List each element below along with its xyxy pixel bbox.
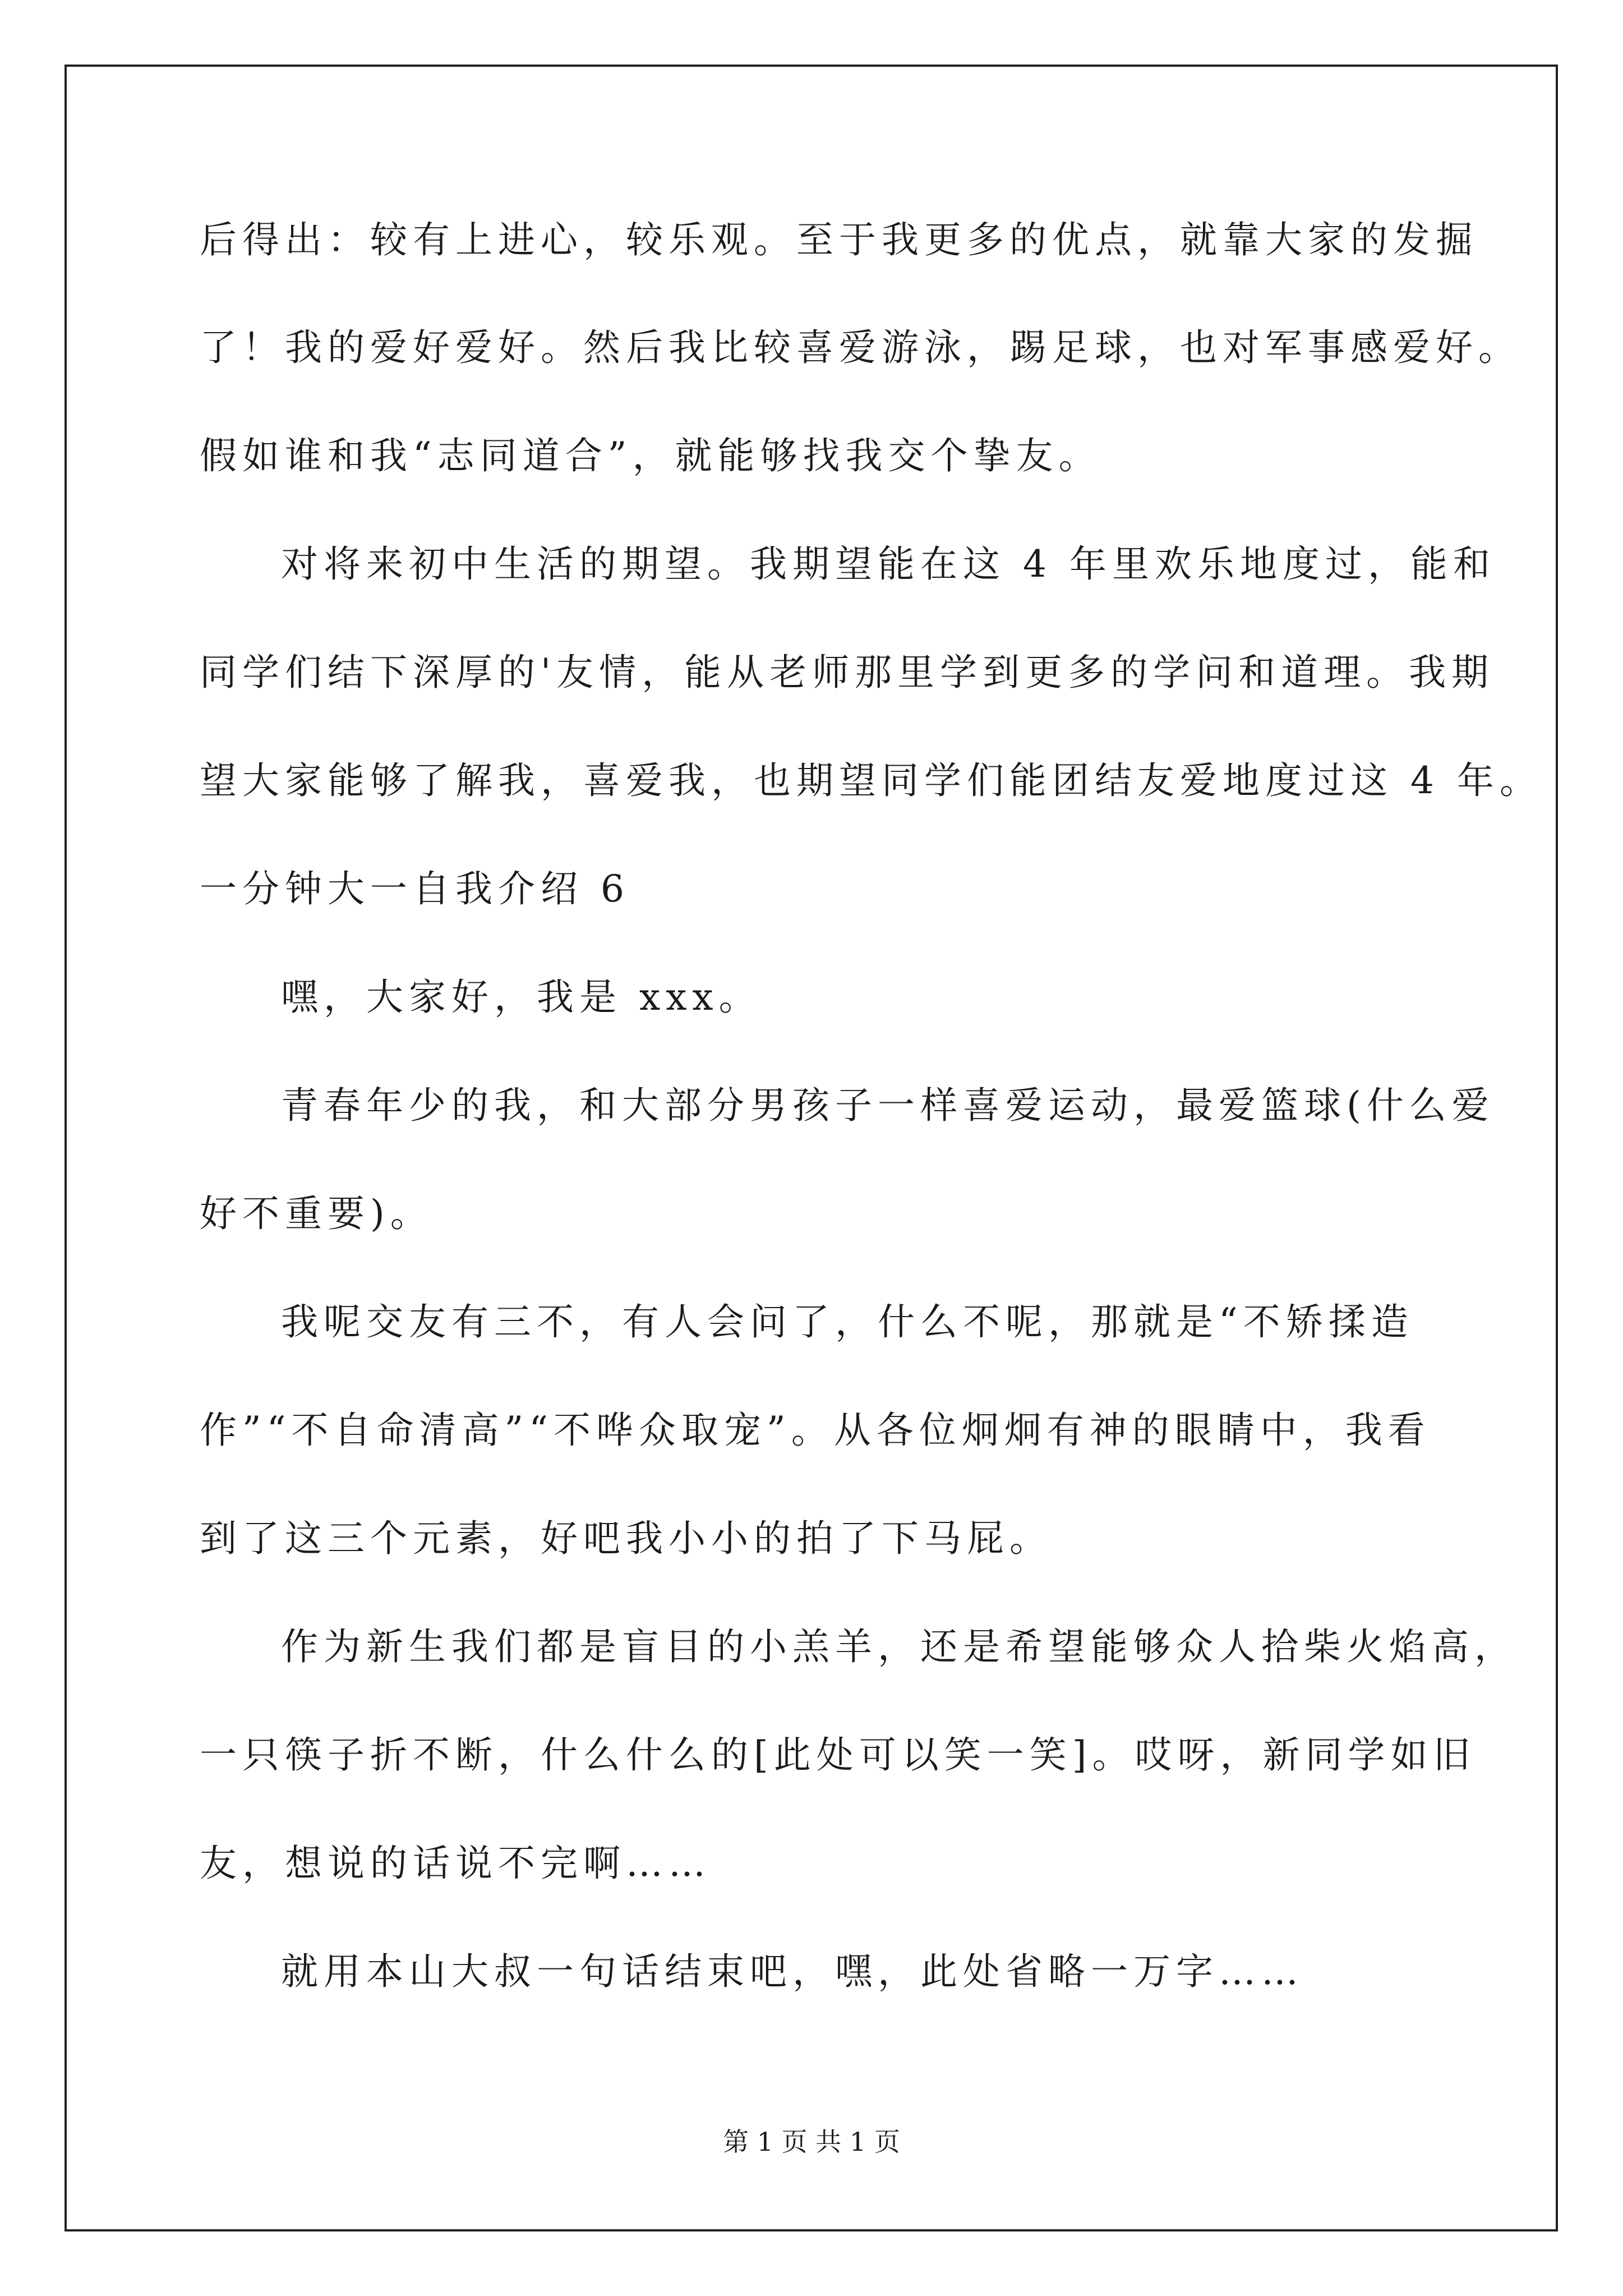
text-line: 了！我的爱好爱好。然后我比较喜爱游泳，踢足球，也对军事感爱好。	[200, 326, 1521, 369]
text-line: 到了这三个元素，好吧我小小的拍了下马屁。	[200, 1517, 1052, 1560]
text-line: 后得出：较有上进心，较乐观。至于我更多的优点，就靠大家的发掘	[200, 218, 1478, 261]
text-line: 望大家能够了解我，喜爱我，也期望同学们能团结友爱地度过这 4 年。	[200, 759, 1542, 802]
paragraph-first-line: 嘿，大家好，我是 xxx。	[281, 976, 762, 1019]
paragraph-first-line: 我呢交友有三不，有人会问了，什么不呢，那就是“不矫揉造	[281, 1300, 1414, 1343]
text-line: 假如谁和我“志同道合”，就能够找我交个挚友。	[200, 434, 1101, 477]
page-number-footer: 第 1 页 共 1 页	[723, 2127, 900, 2157]
text-line: 友，想说的话说不完啊……	[200, 1842, 711, 1885]
text-line: 好不重要)。	[200, 1192, 433, 1235]
text-line: 一只筷子折不断，什么什么的[此处可以笑一笑]。哎呀，新同学如旧	[200, 1733, 1476, 1777]
text-line: 作”“不自命清高”“不哗众取宠”。从各位炯炯有神的眼睛中，我看	[200, 1409, 1431, 1452]
page-border	[64, 65, 1558, 2231]
paragraph-first-line: 就用本山大叔一句话结束吧，嘿，此处省略一万字……	[281, 1950, 1304, 1993]
paragraph-first-line: 对将来初中生活的期望。我期望能在这 4 年里欢乐地度过，能和	[281, 542, 1496, 586]
text-line: 同学们结下深厚的'友情，能从老师那里学到更多的学问和道理。我期	[200, 651, 1495, 694]
section-heading: 一分钟大一自我介绍 6	[200, 867, 630, 910]
paragraph-first-line: 作为新生我们都是盲目的小羔羊，还是希望能够众人拾柴火焰高，	[281, 1625, 1517, 1668]
paragraph-first-line: 青春年少的我，和大部分男孩子一样喜爱运动，最爱篮球(什么爱	[281, 1084, 1495, 1127]
